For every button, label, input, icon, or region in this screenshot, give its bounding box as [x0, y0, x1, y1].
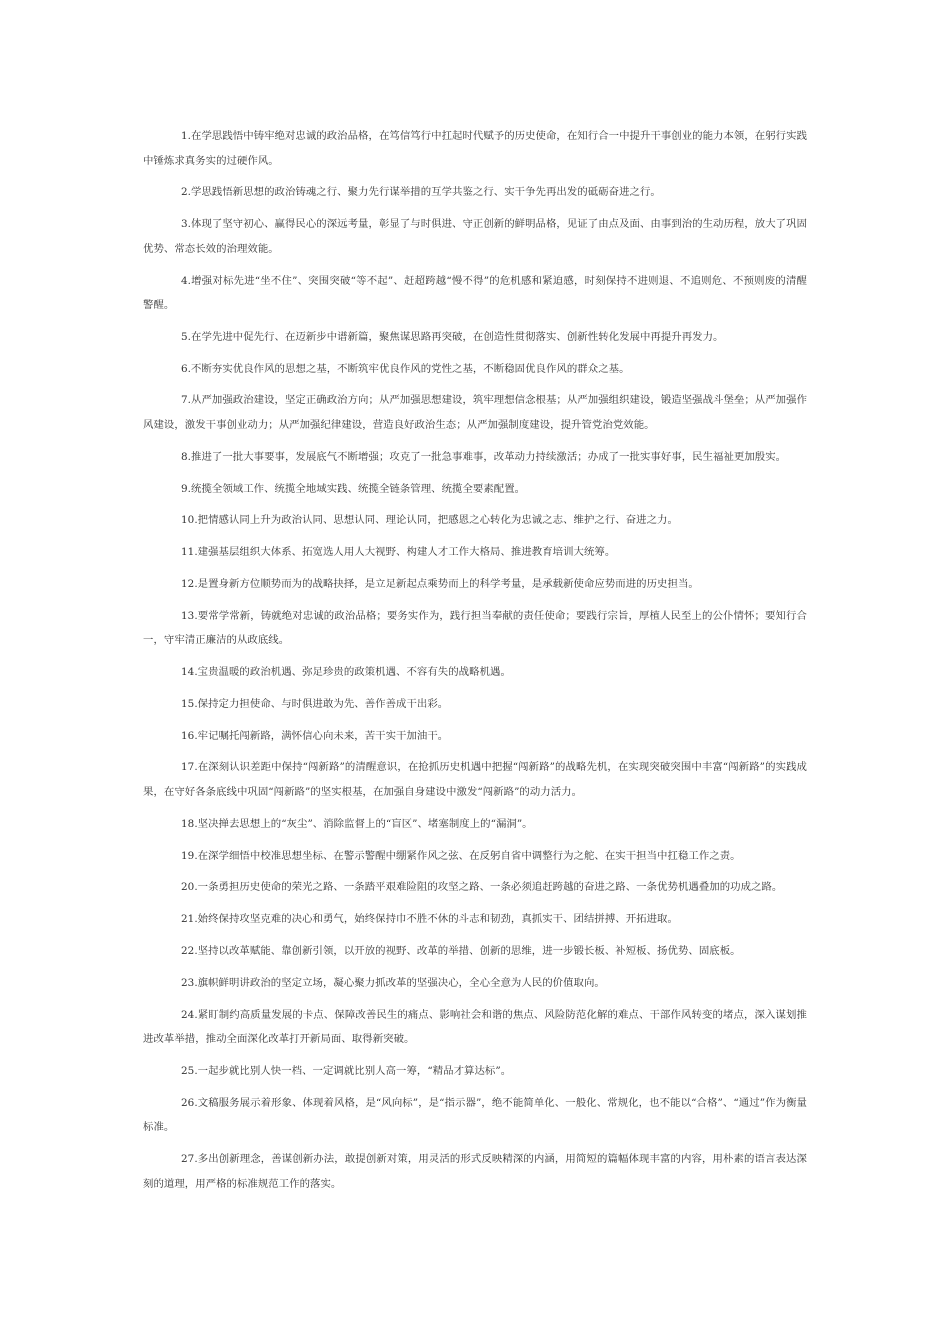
paragraph-26: 26.文稿服务展示着形象、体现着风格，是“风向标”，是“指示器”，绝不能简单化、一般化、常规化，也不能以“合格”、“通过”作为衡量标准。	[143, 1096, 807, 1134]
paragraph-18: 18.坚决掸去思想上的“灰尘”、消除监督上的“盲区”、堵塞制度上的“漏洞”。	[181, 817, 533, 830]
paragraph-13: 13.要常学常新，铸就绝对忠诚的政治品格；要务实作为，践行担当奉献的责任使命；要践行宗旨，厚植人民至上的公仆情怀；要知行合一，守牢清正廉洁的从政底线。	[143, 609, 807, 647]
paragraph-14: 14.宝贵温暖的政治机遇、弥足珍贵的政策机遇、不容有失的战略机遇。	[181, 666, 511, 679]
paragraph-1: 1.在学思践悟中铸牢绝对忠诚的政治品格，在笃信笃行中扛起时代赋予的历史使命，在知行合一中提升干事创业的能力本领，在躬行实践中锤炼求真务实的过硬作风。	[143, 130, 808, 167]
paragraph-22: 22.坚持以改革赋能、靠创新引领，以开放的视野、改革的举措、创新的思维，进一步锻长板、补短板、扬优势、固底板。	[181, 944, 741, 957]
paragraph-19: 19.在深学细悟中校准思想坐标、在警示警醒中绷紧作风之弦、在反躬自省中调整行为之舵、在实干担当中扛稳工作之责。	[181, 849, 741, 862]
paragraph-24: 24.紧盯制约高质量发展的卡点、保障改善民生的痛点、影响社会和谐的焦点、风险防范化解的难点、干部作风转变的堵点，深入谋划推进改革举措，推动全面深化改革打开新局面、取得新突破。	[143, 1008, 807, 1046]
paragraph-9: 9.统揽全领域工作、统揽全地域实践、统揽全链条管理、统揽全要素配置。	[181, 482, 526, 495]
paragraph-20: 20.一条勇担历史使命的荣光之路、一条踏平艰难险阻的攻坚之路、一条必须追赶跨越的奋进之路、一条优势机遇叠加的功成之路。	[181, 881, 783, 894]
paragraph-10: 10.把情感认同上升为政治认同、思想认同、理论认同，把感恩之心转化为忠诚之志、维护之行、奋进之力。	[181, 514, 678, 527]
paragraph-16: 16.牢记嘱托闯新路，满怀信心向未来，苦干实干加油干。	[181, 729, 449, 742]
paragraph-11: 11.建强基层组织大体系、拓宽选人用人大视野、构建人才工作大格局、推进教育培训大统筹。	[181, 546, 616, 559]
paragraph-4: 4.增强对标先进“坐不住”、突围突破“等不起”、赶超跨越“慢不得”的危机感和紧迫感，时刻保持不进则退、不追则危、不预则废的清醒警醒。	[143, 274, 807, 312]
paragraph-17: 17.在深刻认识差距中保持“闯新路”的清醒意识，在抢抓历史机遇中把握“闯新路”的战略先机，在实现突破突围中丰富“闯新路”的实践成果，在守好各条底线中巩固“闯新路”的坚实根基，在加强自身建设中激发“闯新路”的动力活力。	[143, 761, 807, 799]
paragraph-25: 25.一起步就比别人快一档、一定调就比别人高一筹，“精品才算达标”。	[181, 1064, 512, 1077]
paragraph-6: 6.不断夯实优良作风的思想之基，不断筑牢优良作风的党性之基，不断稳固优良作风的群众之基。	[181, 362, 630, 375]
paragraph-21: 21.始终保持攻坚克难的决心和勇气，始终保持巾不胜不休的斗志和韧劲，真抓实干、团结拼搏、开拓进取。	[181, 913, 678, 926]
paragraph-7: 7.从严加强政治建设，坚定正确政治方向；从严加强思想建设，筑牢理想信念根基；从严加强组织建设，锻造坚强战斗堡垒；从严加强作风建设，激发干事创业动力；从严加强纪律建设，营造良好政治生态；从严加强制度建设，提升管党治党效能。	[143, 394, 808, 432]
paragraph-15: 15.保持定力担使命、与时俱进敢为先、善作善成干出彩。	[181, 697, 449, 710]
paragraph-12: 12.是置身新方位顺势而为的战略抉择，是立足新起点乘势而上的科学考量，是承载新使命应势而进的历史担当。	[181, 577, 699, 590]
paragraph-2: 2.学思践悟新思想的政治铸魂之行、聚力先行谋举措的互学共鉴之行、实干争先再出发的砥砺奋进之行。	[181, 186, 661, 199]
paragraph-5: 5.在学先进中促先行、在迈新步中谱新篇，聚焦谋思路再突破，在创造性贯彻落实、创新性转化发展中再提升再发力。	[181, 330, 724, 343]
paragraph-23: 23.旗帜鲜明讲政治的坚定立场，凝心聚力抓改革的坚强决心，全心全意为人民的价值取向。	[181, 976, 605, 989]
paragraph-3: 3.体现了坚守初心、赢得民心的深远考量，彰显了与时俱进、守正创新的鲜明品格，见证了由点及面、由事到治的生动历程，放大了巩固优势、常态长效的治理效能。	[143, 218, 808, 255]
document-body	[143, 124, 807, 1203]
paragraph-8: 8.推进了一批大事要事，发展底气不断增强；攻克了一批急事难事，改革动力持续激活；办成了一批实事好事，民生福祉更加殷实。	[181, 450, 787, 463]
paragraph-27: 27.多出创新理念，善谋创新办法，敢提创新对策，用灵活的形式反映精深的内涵，用简短的篇幅体现丰富的内容，用朴素的语言表达深刻的道理，用严格的标准规范工作的落实。	[143, 1153, 807, 1190]
